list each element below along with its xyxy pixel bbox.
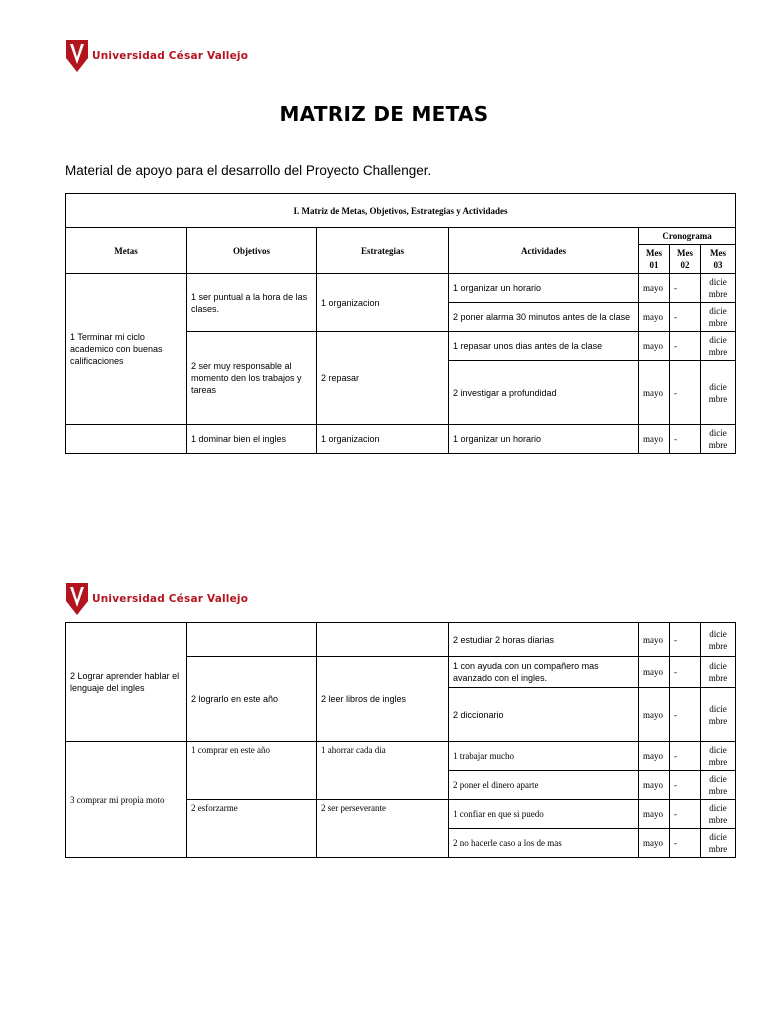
mes3-cell: dicie mbre xyxy=(701,425,736,454)
mes2-cell: - xyxy=(670,332,701,361)
mes1-cell: mayo xyxy=(639,829,670,858)
mes3-cell: dicie mbre xyxy=(701,829,736,858)
mes1-cell: mayo xyxy=(639,623,670,657)
activity-cell: 2 diccionario xyxy=(449,688,639,742)
goals-matrix-table-continued xyxy=(65,622,736,858)
objective-cell: 1 comprar en este año xyxy=(187,742,317,800)
objective-cell: 2 lograrlo en este año xyxy=(187,657,317,742)
university-name: Universidad César Vallejo xyxy=(92,593,249,605)
meta-cell: 1 Terminar mi ciclo academico con buenas calificaciones xyxy=(66,274,187,425)
mes3-cell: dicie mbre xyxy=(701,623,736,657)
objective-cell: 1 ser puntual a la hora de las clases. xyxy=(187,274,317,332)
activity-cell: 1 con ayuda con un compañero mas avanzado con el ingles. xyxy=(449,657,639,688)
page-subtitle: Material de apoyo para el desarrollo del Proyecto Challenger. xyxy=(65,163,432,178)
objective-cell: 1 dominar bien el ingles xyxy=(187,425,317,454)
goals-matrix-table xyxy=(65,193,736,454)
header-objetivos: Objetivos xyxy=(187,228,317,274)
meta-cell: 2 Lograr aprender hablar el lenguaje del ingles xyxy=(66,623,187,742)
university-logo xyxy=(66,583,248,615)
mes2-cell: - xyxy=(670,657,701,688)
mes3-cell: dicie mbre xyxy=(701,688,736,742)
activity-cell: 1 repasar unos dias antes de la clase xyxy=(449,332,639,361)
page-title: MATRIZ DE METAS xyxy=(279,102,489,126)
activity-cell: 1 confiar en que si puedo xyxy=(449,800,639,829)
mes3-cell: dicie mbre xyxy=(701,361,736,425)
mes3-cell: dicie mbre xyxy=(701,800,736,829)
activity-cell: 1 organizar un horario xyxy=(449,274,639,303)
strategy-cell: 1 organizacion xyxy=(317,425,449,454)
activity-cell: 2 poner alarma 30 minutos antes de la clase xyxy=(449,303,639,332)
header-mes-01: Mes 01 xyxy=(639,245,670,274)
mes2-cell: - xyxy=(670,274,701,303)
mes1-cell: mayo xyxy=(639,800,670,829)
mes3-cell: dicie mbre xyxy=(701,332,736,361)
header-mes-02: Mes 02 xyxy=(670,245,701,274)
mes1-cell: mayo xyxy=(639,274,670,303)
mes2-cell: - xyxy=(670,623,701,657)
mes3-cell: dicie mbre xyxy=(701,771,736,800)
mes3-cell: dicie mbre xyxy=(701,657,736,688)
activity-cell: 2 poner el dinero aparte xyxy=(449,771,639,800)
header-actividades: Actividades xyxy=(449,228,639,274)
strategy-cell-empty xyxy=(317,623,449,657)
mes3-cell: dicie mbre xyxy=(701,303,736,332)
mes2-cell: - xyxy=(670,829,701,858)
activity-cell: 1 trabajar mucho xyxy=(449,742,639,771)
university-logo xyxy=(66,40,248,72)
mes1-cell: mayo xyxy=(639,361,670,425)
strategy-cell: 2 leer libros de ingles xyxy=(317,657,449,742)
header-mes-03: Mes 03 xyxy=(701,245,736,274)
strategy-cell: 2 ser perseverante xyxy=(317,800,449,858)
shield-icon xyxy=(66,40,88,72)
mes1-cell: mayo xyxy=(639,771,670,800)
strategy-cell: 2 repasar xyxy=(317,332,449,425)
mes2-cell: - xyxy=(670,771,701,800)
mes1-cell: mayo xyxy=(639,742,670,771)
header-metas: Metas xyxy=(66,228,187,274)
mes2-cell: - xyxy=(670,303,701,332)
objective-cell: 2 esforzarme xyxy=(187,800,317,858)
objective-cell: 2 ser muy responsable al momento den los trabajos y tareas xyxy=(187,332,317,425)
mes2-cell: - xyxy=(670,742,701,771)
university-name: Universidad César Vallejo xyxy=(92,50,249,62)
strategy-cell: 1 ahorrar cada dia xyxy=(317,742,449,800)
mes2-cell: - xyxy=(670,425,701,454)
mes1-cell: mayo xyxy=(639,303,670,332)
mes1-cell: mayo xyxy=(639,688,670,742)
section-title: I. Matriz de Metas, Objetivos, Estrategias y Actividades xyxy=(66,194,736,228)
header-estrategias: Estrategias xyxy=(317,228,449,274)
activity-cell: 1 organizar un horario xyxy=(449,425,639,454)
objective-cell-empty xyxy=(187,623,317,657)
mes1-cell: mayo xyxy=(639,657,670,688)
shield-icon xyxy=(66,583,88,615)
meta-cell-empty xyxy=(66,425,187,454)
activity-cell: 2 investigar a profundidad xyxy=(449,361,639,425)
strategy-cell: 1 organizacion xyxy=(317,274,449,332)
mes3-cell: dicie mbre xyxy=(701,742,736,771)
activity-cell: 2 estudiar 2 horas diarias xyxy=(449,623,639,657)
mes2-cell: - xyxy=(670,688,701,742)
header-cronograma: Cronograma xyxy=(639,228,736,245)
meta-cell: 3 comprar mi propia moto xyxy=(66,742,187,858)
mes2-cell: - xyxy=(670,800,701,829)
mes3-cell: dicie mbre xyxy=(701,274,736,303)
mes1-cell: mayo xyxy=(639,332,670,361)
activity-cell: 2 no hacerle caso a los de mas xyxy=(449,829,639,858)
mes1-cell: mayo xyxy=(639,425,670,454)
mes2-cell: - xyxy=(670,361,701,425)
